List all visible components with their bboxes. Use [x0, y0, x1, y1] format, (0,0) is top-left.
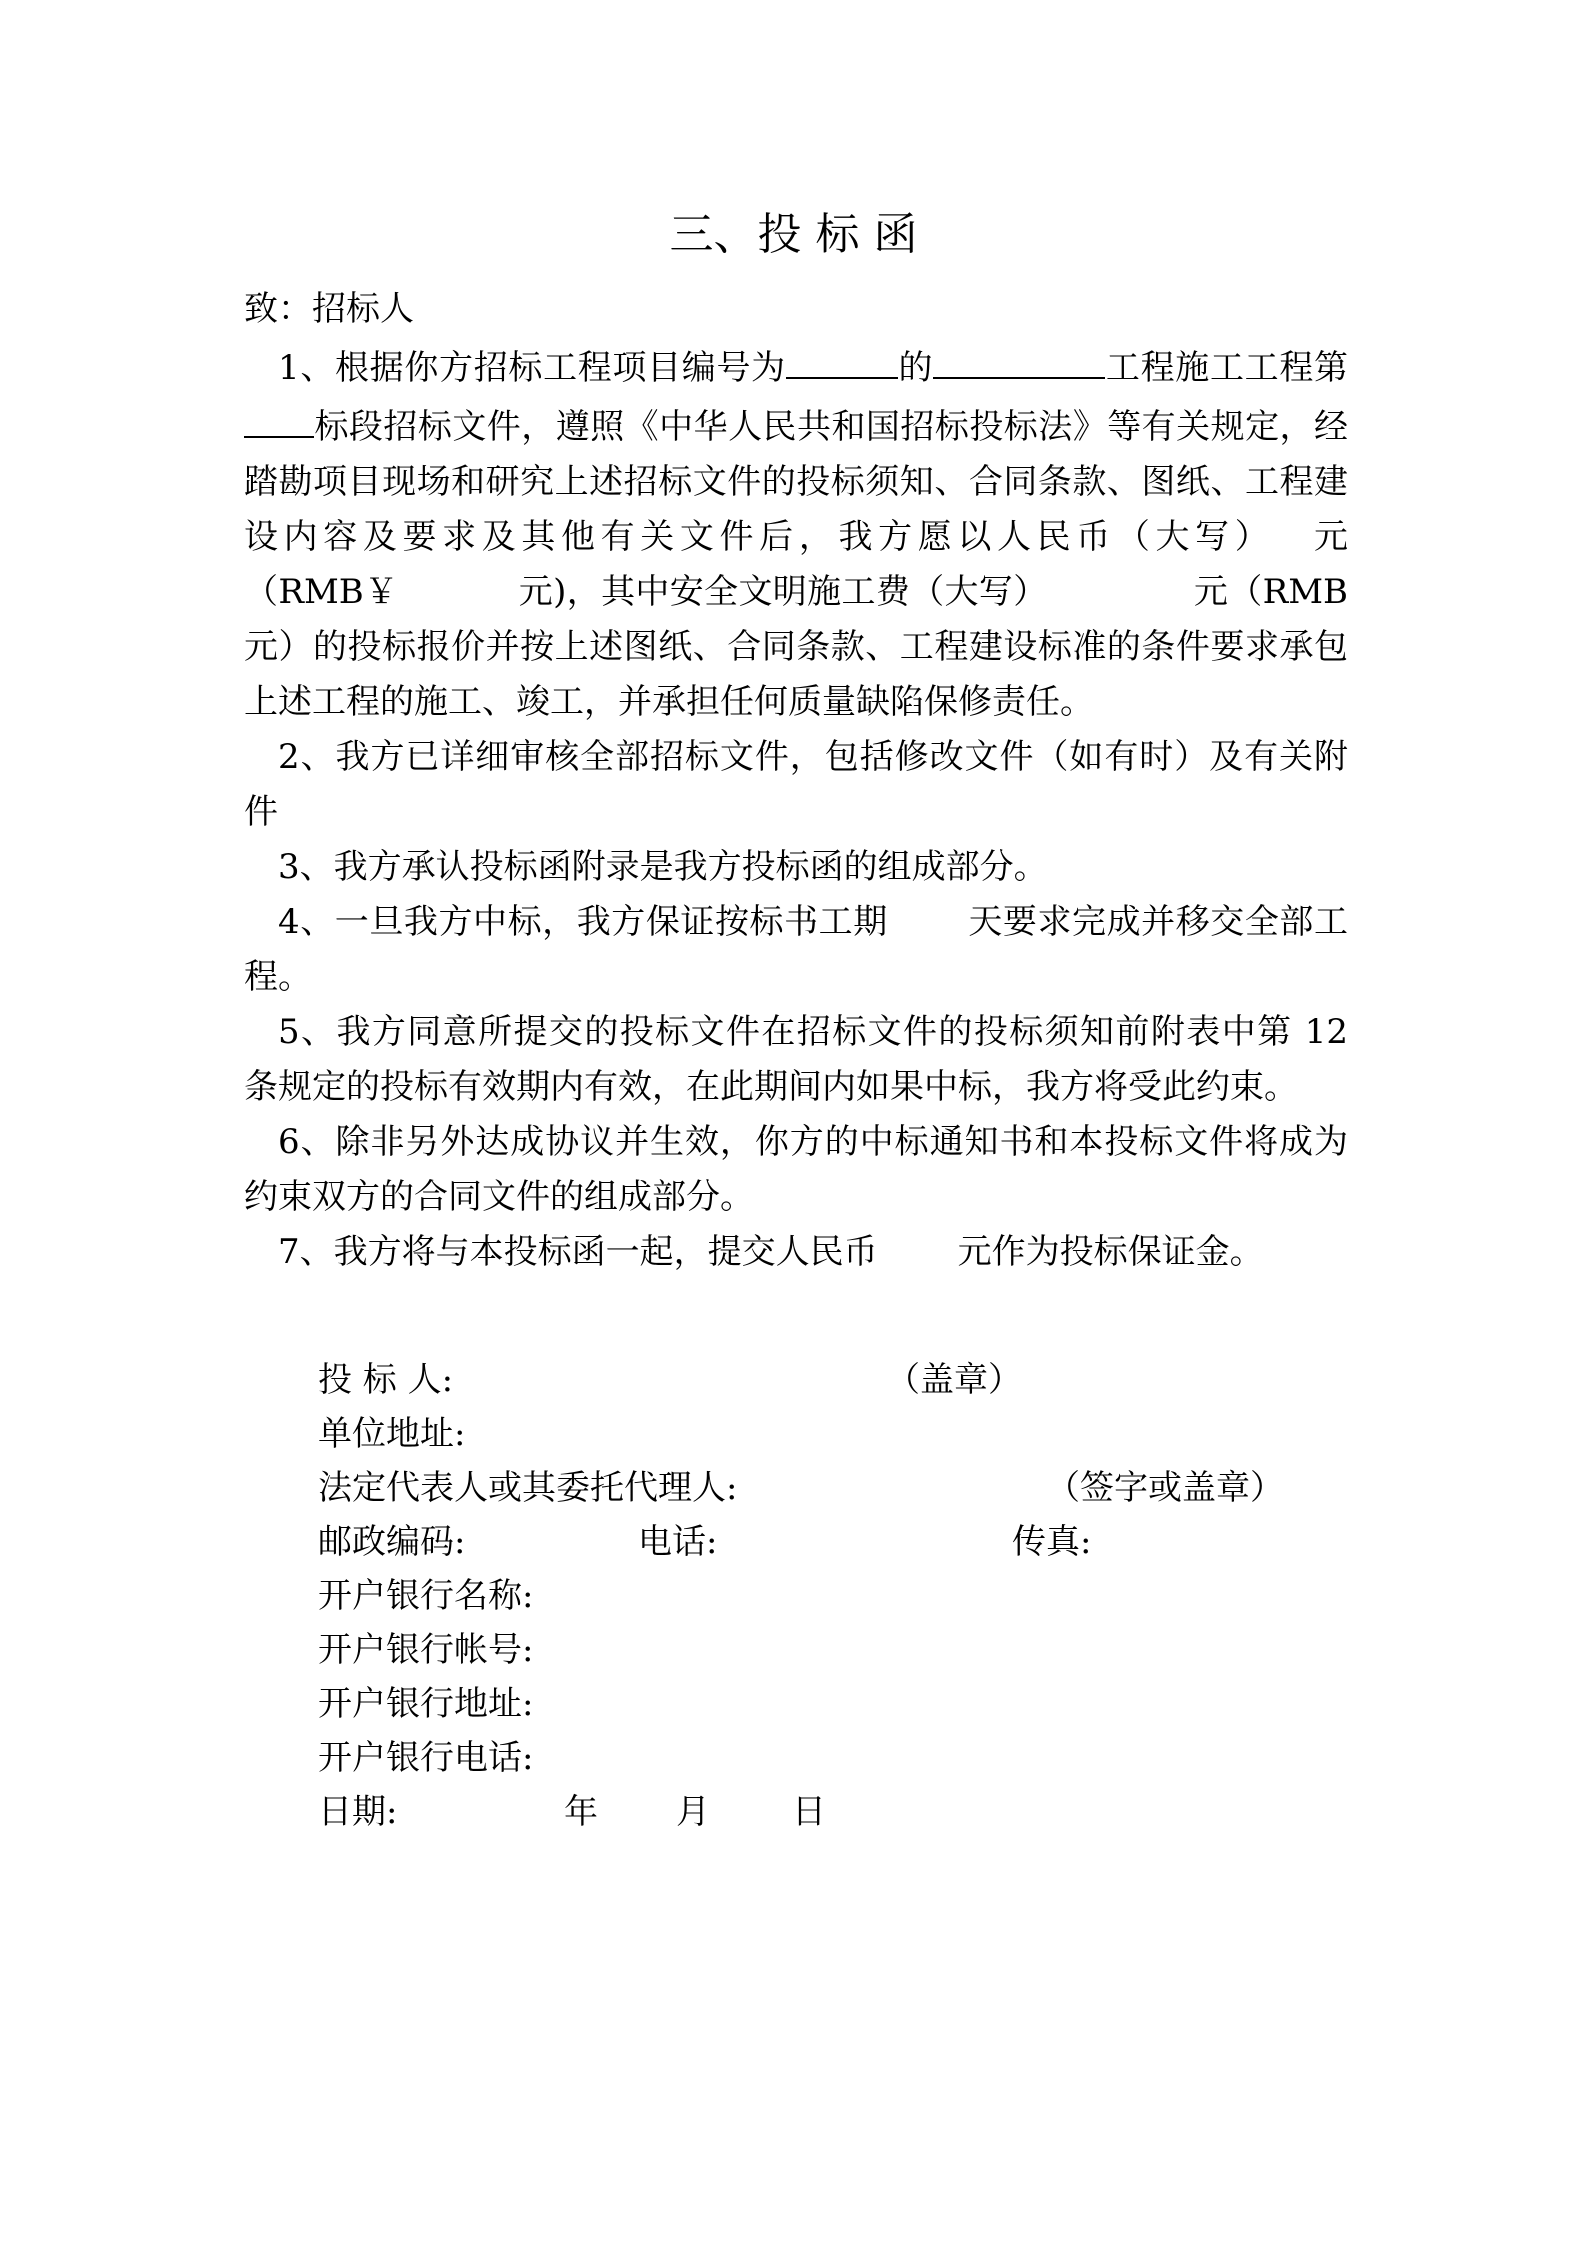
address-row [318, 1407, 1358, 1461]
bank-address-row [318, 1677, 1358, 1731]
date-label: 日期: [318, 1792, 398, 1832]
clause-7 [244, 1225, 1348, 1280]
clause-1-text-c: 工程施工工程第 [1105, 348, 1349, 388]
bidder-row [318, 1353, 1358, 1407]
postcode-label: 邮政编码: [318, 1522, 466, 1562]
clause-4 [244, 895, 1348, 1005]
clause-1-text-e: 元（RMB￥ [244, 517, 1349, 612]
letter-body [244, 282, 1348, 1280]
date-year: 年 [564, 1792, 598, 1832]
clause-5: 5、我方同意所提交的投标文件在招标文件的投标须知前附表中第 12 条规定的投标有效期内有效，在此期间内如果中标，我方将受此约束。 [244, 1012, 1348, 1107]
bank-phone-row [318, 1731, 1358, 1785]
bank-account-row [318, 1623, 1358, 1677]
clause-4-text-b: 天要求完成并移交全部工程。 [244, 902, 1349, 997]
bidder-label: 投 标 人: [318, 1360, 454, 1400]
clause-7-text-a: 7、我方将与本投标函一起，提交人民币 [278, 1232, 878, 1272]
legal-rep-row [318, 1461, 1358, 1515]
clause-7-text-b: 元作为投标保证金。 [957, 1232, 1264, 1272]
address-label: 单位地址: [318, 1414, 466, 1454]
legal-rep-sign-note: （签字或盖章） [1046, 1468, 1284, 1508]
date-day: 日 [792, 1792, 826, 1832]
addressee: 致：招标人 [244, 289, 414, 329]
contact-row [318, 1515, 1358, 1569]
project-name-blank [933, 337, 1105, 379]
document-title: 三、投 标 函 [669, 209, 918, 260]
clause-1-text-g: 元（RMB 元）的投标报价并按上述图纸、合同条款、工程建设标准的条件要求承包上述工程的施工、竣工，并承担任何质量缺陷保修责任。 [244, 572, 1348, 722]
date-row [318, 1785, 1358, 1839]
bank-name-row [318, 1569, 1358, 1623]
bank-account-label: 开户银行帐号: [318, 1630, 534, 1670]
bank-name-label: 开户银行名称: [318, 1576, 534, 1616]
clause-1-text-f: 元)，其中安全文明施工费（大写） [518, 572, 1048, 612]
clause-4-text-a: 4、一旦我方中标，我方保证按标书工期 [278, 902, 888, 942]
bidder-seal-note: （盖章） [886, 1360, 1022, 1400]
clause-1 [244, 337, 1348, 730]
clause-2: 2、我方已详细审核全部招标文件，包括修改文件（如有时）及有关附件 [244, 737, 1348, 832]
bank-phone-label: 开户银行电话: [318, 1738, 534, 1778]
clause-1-text-b: 的 [897, 348, 934, 388]
signature-block [318, 1353, 1358, 1839]
clause-6: 6、除非另外达成协议并生效，你方的中标通知书和本投标文件将成为约束双方的合同文件的组成部分。 [244, 1122, 1348, 1217]
section-number-blank [244, 396, 314, 438]
clause-3: 3、我方承认投标函附录是我方投标函的组成部分。 [278, 847, 1048, 887]
legal-rep-label: 法定代表人或其委托代理人: [318, 1468, 738, 1508]
clause-1-text-a: 1、根据你方招标工程项目编号为 [278, 348, 786, 388]
phone-label: 电话: [638, 1522, 718, 1562]
date-month: 月 [676, 1792, 710, 1832]
bank-address-label: 开户银行地址: [318, 1684, 534, 1724]
clause-1-text-d: 标段招标文件，遵照《中华人民共和国招标投标法》等有关规定，经踏勘项目现场和研究上述招标文件的投标须知、合同条款、图纸、工程建设内容及要求及其他有关文件后，我方愿以人民币（大写） [244, 407, 1348, 557]
project-number-blank [786, 337, 898, 379]
fax-label: 传真: [1012, 1522, 1092, 1562]
